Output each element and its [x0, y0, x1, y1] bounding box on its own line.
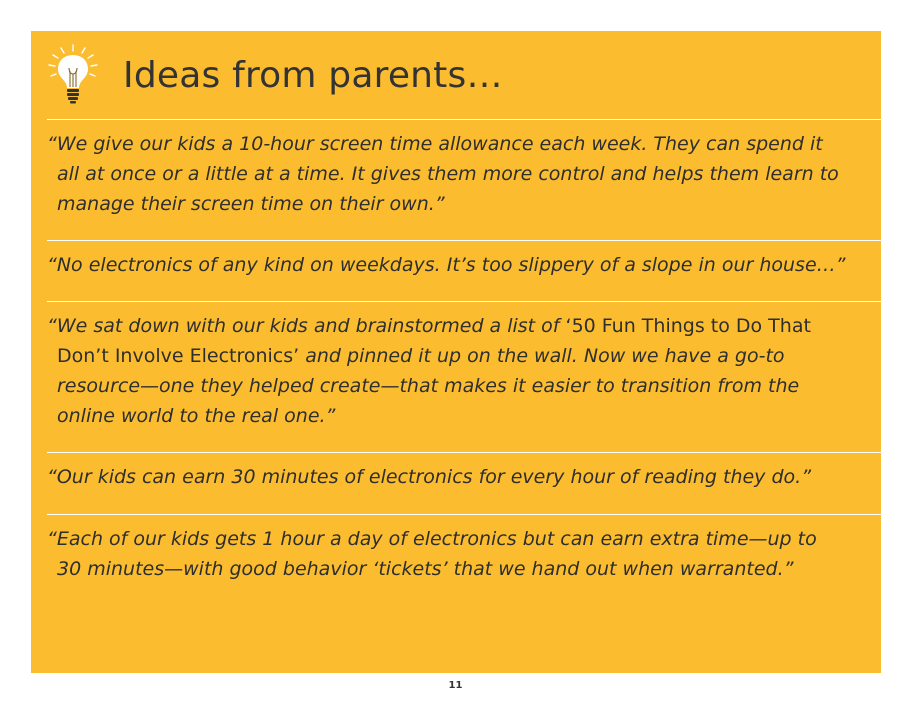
section-header	[31, 31, 881, 119]
divider	[47, 452, 881, 453]
quote-line: “Our kids can earn 30 minutes of electronics for every hour of reading they do.”	[47, 466, 812, 488]
divider	[47, 301, 881, 302]
divider	[47, 119, 881, 120]
page-title: Ideas from parents…	[123, 55, 503, 96]
content-panel	[31, 31, 881, 673]
quote-list-title: Don’t Involve Electronics’	[57, 345, 300, 367]
parent-quote	[47, 129, 847, 219]
quote-line: “We give our kids a 10-hour screen time allowance each week. They can spend it	[47, 133, 823, 155]
parent-quote	[47, 462, 847, 492]
quote-line: manage their screen time on their own.”	[57, 193, 445, 215]
quote-line: “Each of our kids gets 1 hour a day of electronics but can earn extra time—up to	[47, 528, 817, 550]
quote-line	[47, 311, 847, 341]
page-number: 11	[448, 680, 463, 691]
quote-line: all at once or a little at a time. It gives them more control and helps them learn to	[57, 163, 839, 185]
quote-list-title: ‘50 Fun Things to Do That	[565, 315, 811, 337]
quote-line: “No electronics of any kind on weekdays. It’s too slippery of a slope in our house…”	[47, 254, 846, 276]
quote-line: 30 minutes—with good behavior ‘tickets’ that we hand out when warranted.”	[57, 558, 794, 580]
parent-quote	[47, 311, 847, 431]
quote-line: resource—one they helped create—that makes it easier to transition from the	[57, 375, 800, 397]
parent-quote	[47, 250, 847, 280]
quote-text: “We sat down with our kids and brainstormed a list of	[47, 315, 566, 337]
parent-quote	[47, 524, 847, 584]
divider	[47, 514, 881, 515]
divider	[47, 240, 881, 241]
quote-line	[47, 341, 847, 371]
lightbulb-icon	[47, 43, 99, 107]
quote-text: and pinned it up on the wall. Now we have a go-to	[299, 345, 785, 367]
quote-line: online world to the real one.”	[57, 405, 336, 427]
